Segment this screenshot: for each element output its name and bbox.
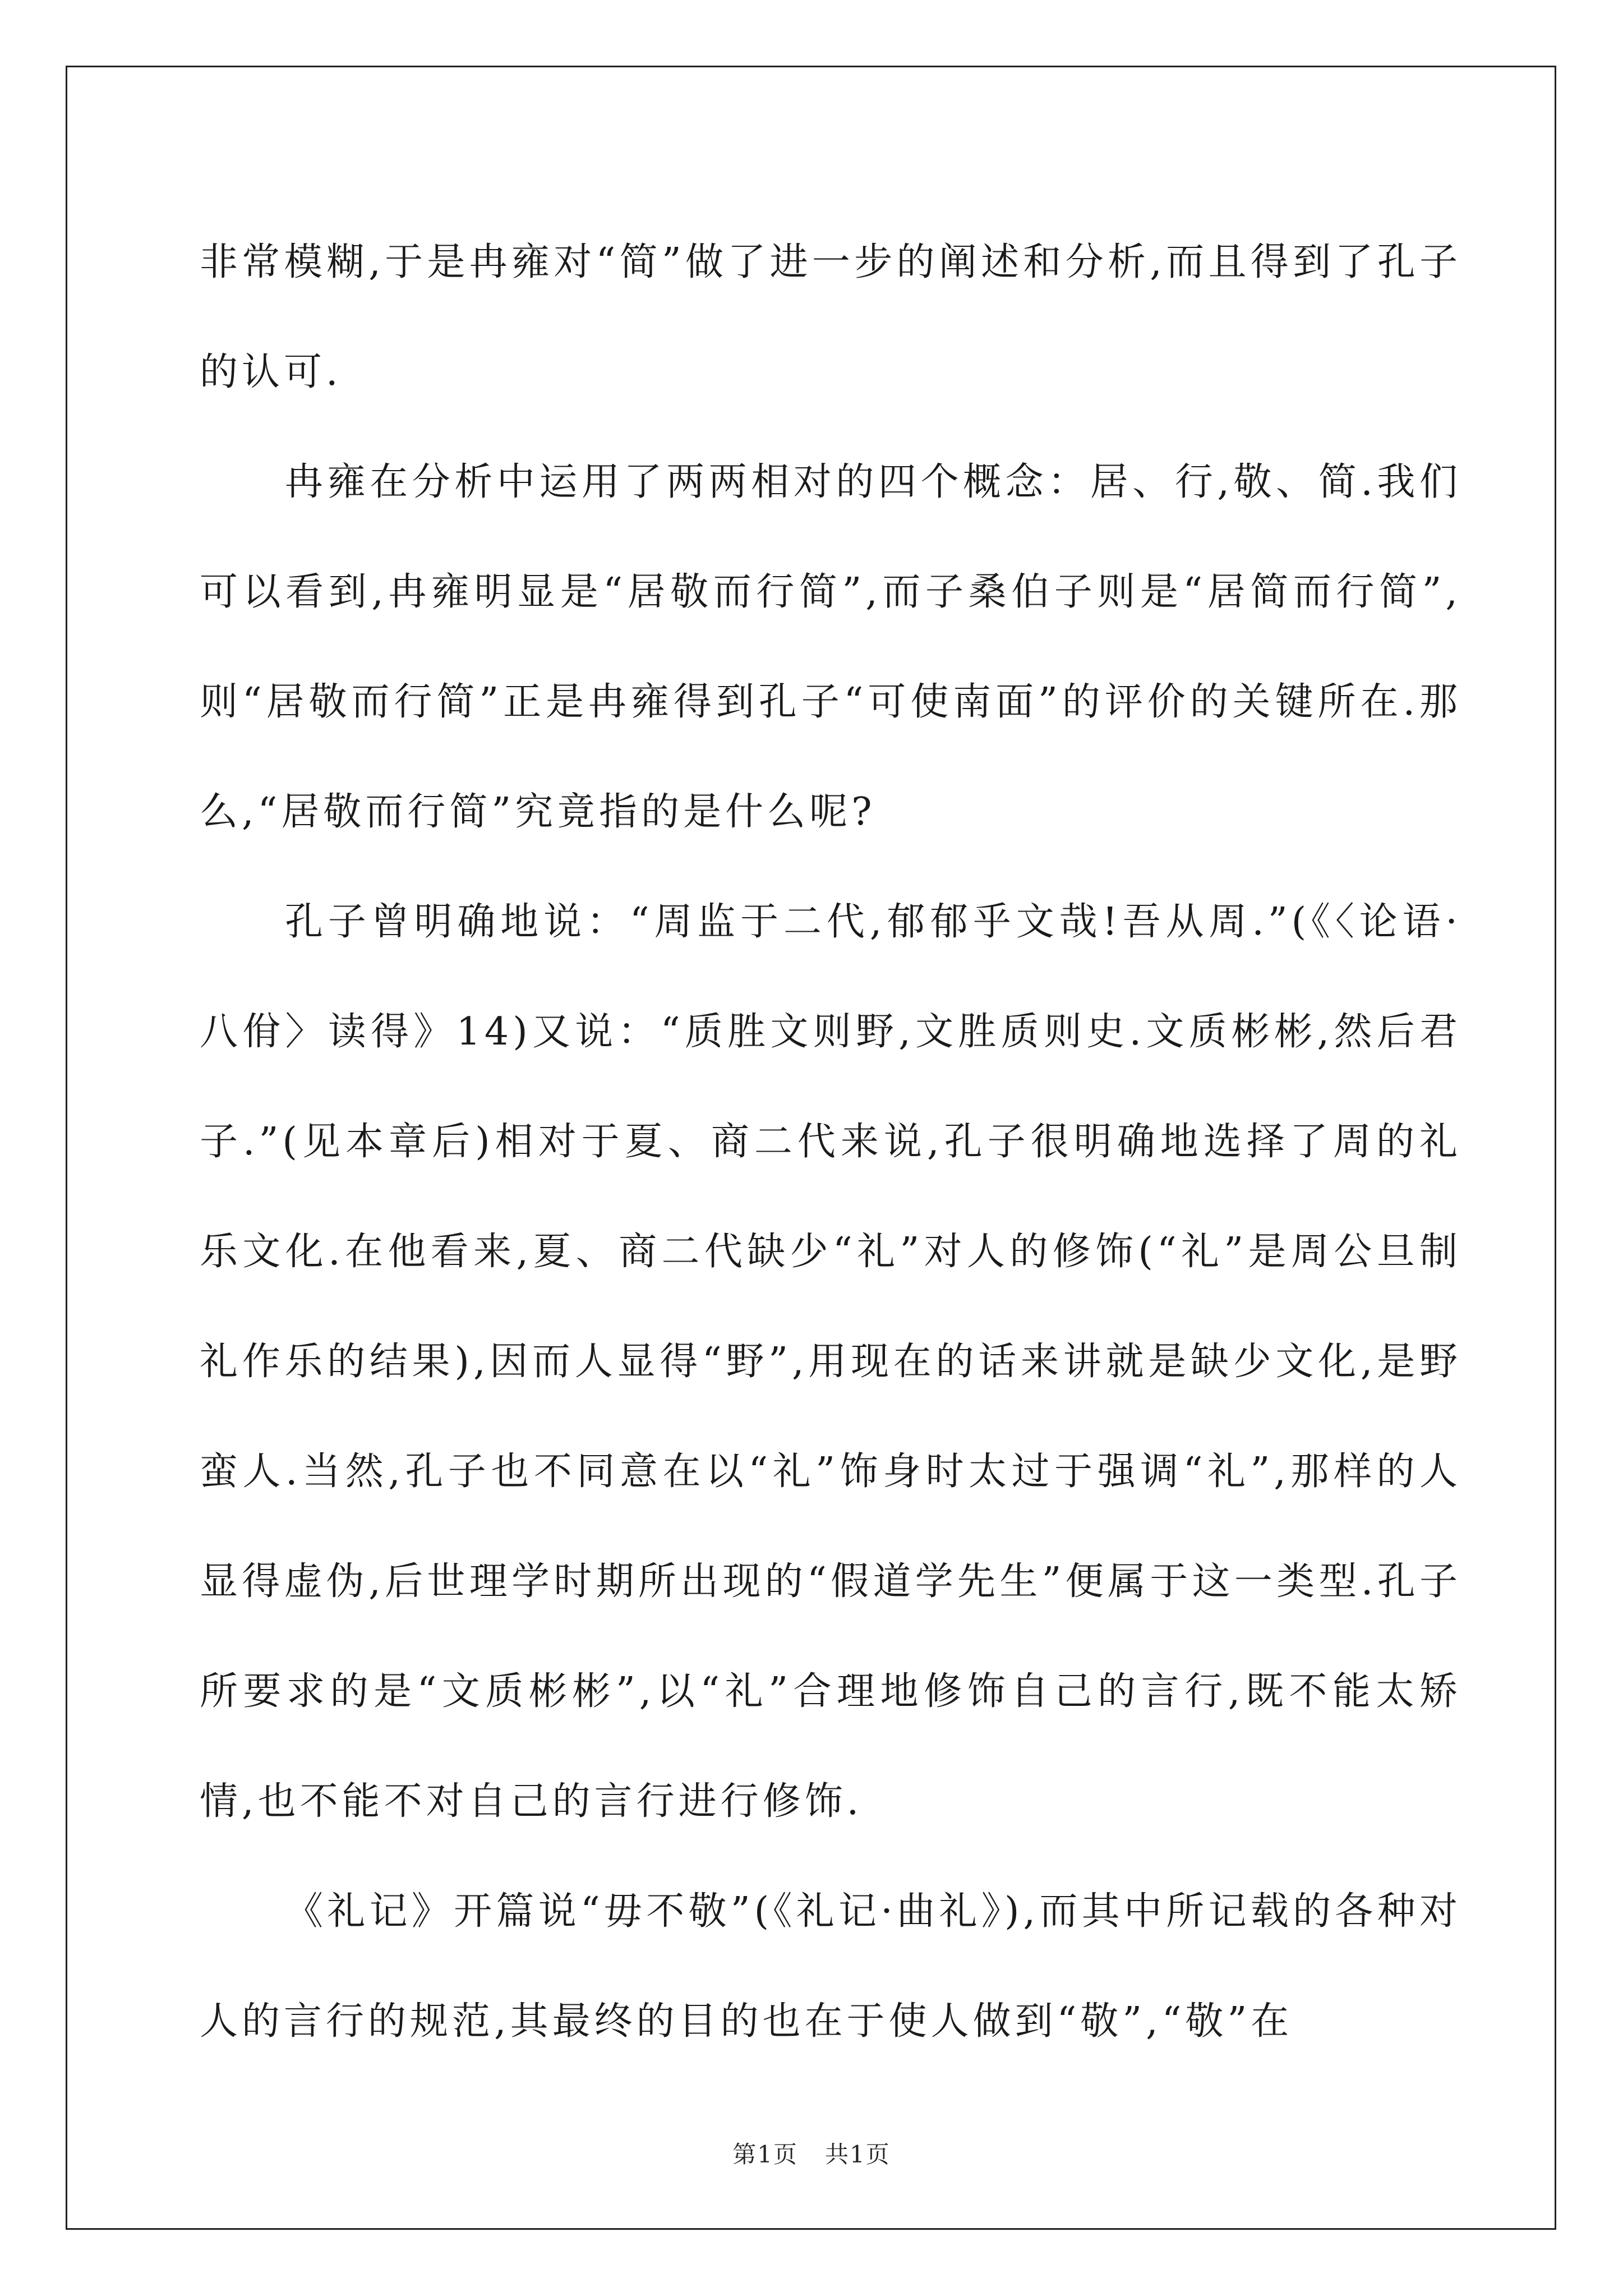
paragraph: 冉雍在分析中运用了两两相对的四个概念：居、行,敬、简.我们可以看到,冉雍明显是“居敬而行简”,而子桑伯子则是“居简而行简”,则“居敬而行简”正是冉雍得到孔子“可使南面”的评价的关键所在.那么,“居敬而行简”究竟指的是什么呢? xyxy=(200,460,1461,834)
paragraph: 孔子曾明确地说：“周监于二代,郁郁乎文哉!吾从周.”(《〈论语·八佾〉读得》14)又说：“质胜文则野,文胜质则史.文质彬彬,然后君子.”(见本章后)相对于夏、商二代来说,孔子很明确地选择了周的礼乐文化.在他看来,夏、商二代缺少“礼”对人的修饰(“礼”是周公旦制礼作乐的结果),因而人显得“野”,用现在的话来讲就是缺少文化,是野蛮人.当然,孔子也不同意在以“礼”饰身时太过于强调“礼”,那样的人显得虚伪,后世理学时期所出现的“假道学先生”便属于这一类型.孔子所要求的是“文质彬彬”,以“礼”合理地修饰自己的言行,既不能太矫情,也不能不对自己的言行进行修饰. xyxy=(200,900,1461,1824)
page-footer xyxy=(0,2136,1623,2170)
page-number: 第1页 xyxy=(732,2141,798,2168)
paragraph-continued: 非常模糊,于是冉雍对“简”做了进一步的阐述和分析,而且得到了孔子的认可. xyxy=(200,240,1461,394)
paragraph: 《礼记》开篇说“毋不敬”(《礼记·曲礼》),而其中所记载的各种对人的言行的规范,其最终的目的也在于使人做到“敬”,“敬”在 xyxy=(200,1889,1461,2044)
document-body xyxy=(200,208,1461,2077)
total-pages: 共1页 xyxy=(825,2141,891,2168)
